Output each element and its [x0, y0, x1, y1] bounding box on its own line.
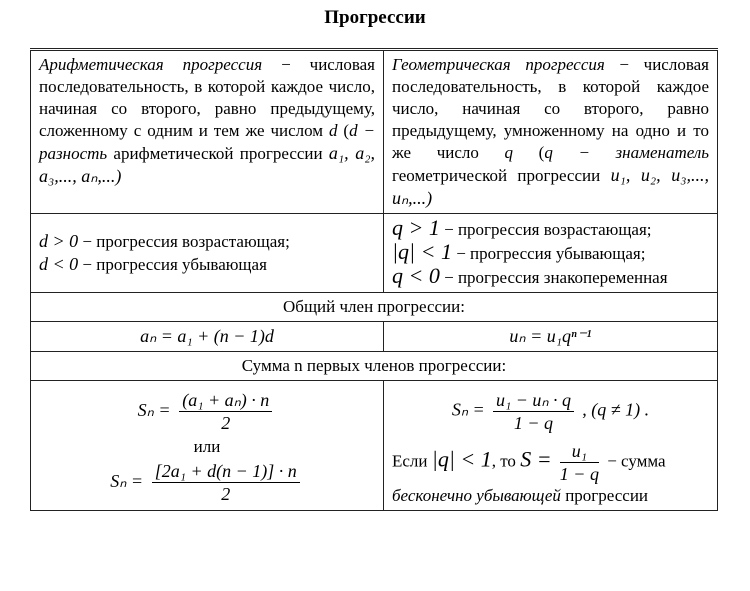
geom-infinite-sum [392, 440, 709, 485]
geom-inf-to: , то [491, 451, 521, 471]
geom-inf-lhs: S = [520, 446, 552, 472]
geom-definition-text: − числовая последовательность, в которой каждое число, начиная со второго, равно предыдущему, умноженному на одно и то же число [392, 55, 709, 162]
geom-q-suffix: геометрической прогрессии [392, 166, 611, 185]
arith-sum1-lhs: Sₙ = [137, 399, 171, 420]
arith-definition-text: − числовая последовательность, в которой каждое число, начиная со второго, равно предыдущему, сложенному с одним и тем же числом [39, 55, 375, 140]
geom-inf-fraction [560, 440, 599, 485]
general-term-header-row [31, 293, 718, 322]
arith-d-suffix: арифметической прогрессии [107, 144, 329, 163]
geom-sum-cell [384, 381, 718, 511]
arith-cond2-text: − прогрессия убывающая [78, 255, 267, 274]
arith-cond2-math: d < 0 [39, 254, 79, 274]
arith-sum-formula-2 [39, 460, 375, 505]
geom-definition-cell [384, 50, 718, 214]
geom-sum-denominator: 1 − q [513, 413, 554, 433]
arith-sum-cell [31, 381, 384, 511]
geom-sum-condition: , (q ≠ 1) . [582, 399, 650, 420]
arith-sum2-lhs: Sₙ = [110, 470, 144, 491]
geom-inf-description [392, 485, 709, 507]
arith-d-var: d [328, 121, 338, 140]
geom-inf-numerator: u₁ [560, 440, 599, 463]
geom-sum-lhs: Sₙ = [451, 399, 485, 420]
geom-q-name: q − знаменатель [544, 143, 709, 162]
geom-q-paren: ( [513, 143, 545, 162]
arith-sum2-denominator: 2 [221, 484, 231, 504]
geom-cond1-math: q > 1 [392, 215, 440, 240]
geom-inf-italic: бесконечно убывающей [392, 486, 561, 505]
arith-cond1-text: − прогрессия возрастающая; [78, 232, 290, 251]
geom-inf-dash: − сумма [602, 451, 666, 471]
geom-inf-denominator: 1 − q [559, 464, 599, 484]
geom-inf-condition: |q| < 1 [431, 446, 492, 472]
arith-cond1-math: d > 0 [39, 231, 79, 251]
geom-name: Геометрическая прогрессия [392, 55, 605, 74]
conditions-row [31, 214, 718, 293]
geom-cond-alternating [392, 265, 709, 289]
geom-conditions-cell [384, 214, 718, 293]
geom-sum-formula [392, 389, 709, 434]
geom-cond2-math: |q| < 1 [392, 239, 452, 264]
arith-d-paren: ( [337, 121, 350, 140]
general-term-row [31, 322, 718, 352]
arith-sum2-numerator: [2a₁ + d(n − 1)] · n [152, 460, 300, 483]
arith-sum1-numerator: (a₁ + aₙ) · n [179, 389, 272, 412]
arith-conditions-cell [31, 214, 384, 293]
geom-sequence: u₁, u₂, u₃,..., uₙ,...) [392, 165, 709, 208]
progressions-table [30, 48, 718, 511]
geom-nth-term-cell [384, 322, 718, 352]
arith-sum2-fraction [152, 460, 300, 505]
arith-d-name: d − разность [39, 121, 375, 163]
general-term-header: Общий член прогрессии: [31, 293, 718, 322]
geom-inf-tail: прогрессии [560, 486, 649, 505]
geom-sum-fraction [493, 389, 574, 434]
geom-cond1-text: − прогрессия возрастающая; [439, 220, 652, 239]
geom-cond-decreasing [392, 241, 709, 265]
arith-definition-cell [31, 50, 384, 214]
geom-sum-numerator: u₁ − uₙ · q [493, 389, 574, 412]
arith-sequence: a₁, a₂, a₃,..., aₙ,...) [39, 143, 375, 186]
geom-inf-prefix: Если [392, 451, 432, 471]
definitions-row [31, 50, 718, 214]
arith-sum1-denominator: 2 [221, 413, 231, 433]
arith-nth-term: aₙ = a₁ + (n − 1)d [140, 326, 274, 346]
geom-q-var: q [504, 143, 514, 162]
geom-cond-increasing [392, 217, 709, 241]
geom-cond3-math: q < 0 [392, 263, 440, 288]
page-title: Прогрессии [324, 7, 426, 28]
arith-sum-formula-1 [39, 389, 375, 434]
arith-cond-decreasing [39, 253, 375, 276]
or-text: или [193, 437, 221, 456]
sum-header-row [31, 352, 718, 381]
arith-sum1-fraction [179, 389, 272, 434]
geom-cond3-text: − прогрессия знакопеременная [439, 268, 668, 287]
geom-cond2-text: − прогрессия убывающая; [451, 244, 646, 263]
arith-cond-increasing [39, 230, 375, 253]
arith-name: Арифметическая прогрессия [39, 55, 263, 74]
arith-nth-term-cell [31, 322, 384, 352]
sum-header: Сумма n первых членов прогрессии: [31, 352, 718, 381]
sum-row [31, 381, 718, 511]
geom-nth-term: uₙ = u₁qⁿ⁻¹ [509, 326, 592, 346]
